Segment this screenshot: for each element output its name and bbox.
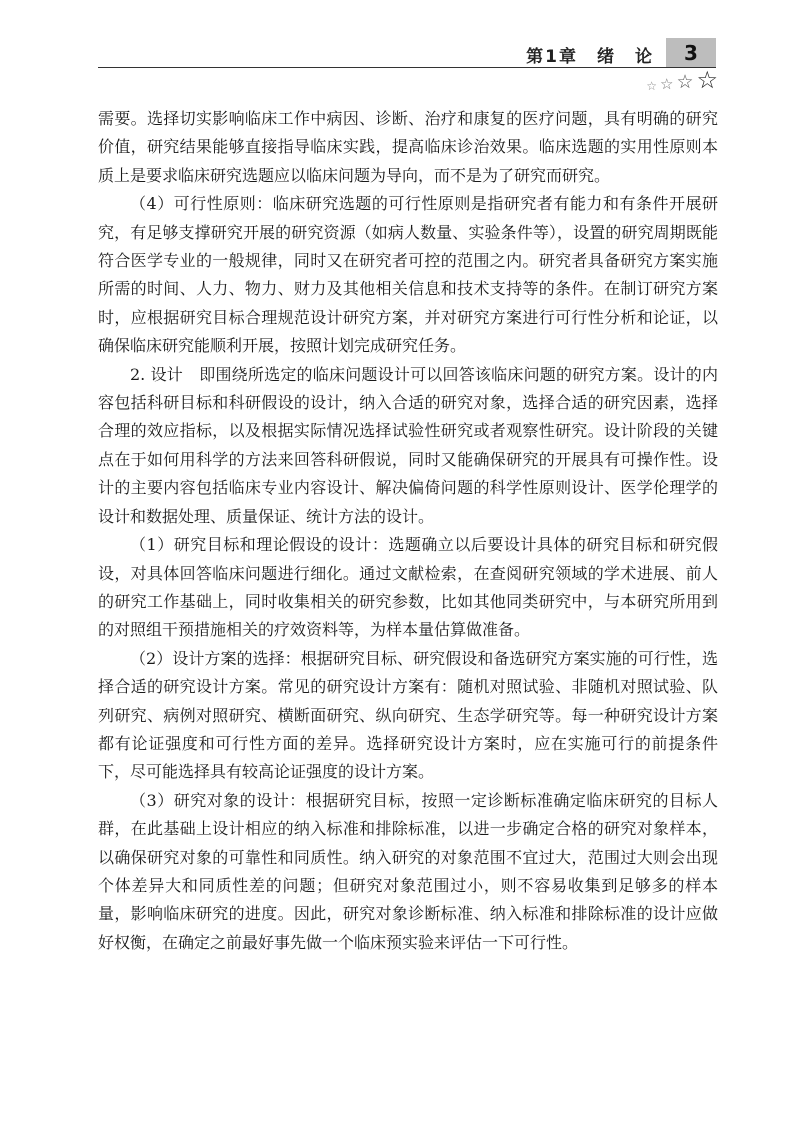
paragraph: （1）研究目标和理论假设的设计：选题确立以后要设计具体的研究目标和研究假设，对具体回答临床问题进行细化。通过文献检索，在查阅研究领域的学术进展、前人的研究工作基础上，同时收集相关的研究参数，比如其他同类研究中，与本研究所用到的对照组干预措施相关的疗效资料等，为样本量估算做准备。 [98,535,718,640]
four-stars-icon [646,66,718,92]
paragraph: （3）研究对象的设计：根据研究目标，按照一定诊断标准确定临床研究的目标人群，在此基础上设计相应的纳入标准和排除标准，以进一步确定合格的研究对象样本，以确保研究对象的可靠性和同质性。纳入研究的对象范围不宜过大，范围过大则会出现个体差异大和同质性差的问题；但研究对象范围过小，则不容易收集到足够多的样本量，影响临床研究的进度。因此，研究对象诊断标准、纳入标准和排除标准的设计应做好权衡，在确定之前最好事先做一个临床预实验来评估一下可行性。 [98,790,718,952]
header-rule [98,67,716,68]
star-icon: ☆ [659,75,674,93]
running-header [98,38,716,68]
paragraph: （4）可行性原则：临床研究选题的可行性原则是指研究者有能力和有条件开展研究，有足够支撑研究开展的研究资源（如病人数量、实验条件等），设置的研究周期既能符合医学专业的一般规律，同时又在研究者可控的范围之内。研究者具备研究方案实施所需的时间、人力、物力、财力及其他相关信息和技术支持等的条件。在制订研究方案时，应根据研究目标合理规范设计研究方案，并对研究方案进行可行性分析和论证，以确保临床研究能顺利开展，按照计划完成研究任务。 [98,194,718,356]
paragraph: （2）设计方案的选择：根据研究目标、研究假设和备选研究方案实施的可行性，选择合适的研究设计方案。常见的研究设计方案有：随机对照试验、非随机对照试验、队列研究、病例对照研究、横断面研究、纵向研究、生态学研究等。每一种研究设计方案都有论证强度和可行性方面的差异。选择研究设计方案时，应在实施可行的前提条件下，尽可能选择具有较高论证强度的设计方案。 [98,648,718,782]
paragraph: 2. 设计 即围绕所选定的临床问题设计可以回答该临床问题的研究方案。设计的内容包括科研目标和科研假设的设计，纳入合适的研究对象，选择合适的研究因素，选择合理的效应指标，以及根据实际情况选择试验性研究或者观察性研究。设计阶段的关键点在于如何用科学的方法来回答科研假说，同时又能确保研究的开展具有可操作性。设计的主要内容包括临床专业内容设计、解决偏倚问题的科学性原则设计、医学伦理学的设计和数据处理、质量保证、统计方法的设计。 [98,364,718,526]
paragraph: 需要。选择切实影响临床工作中病因、诊断、治疗和康复的医疗问题，具有明确的研究价值，研究结果能够直接指导临床实践，提高临床诊治效果。临床选题的实用性原则本质上是要求临床研究选题应以临床问题为导向，而不是为了研究而研究。 [98,109,718,185]
star-icon: ☆ [696,66,718,94]
chapter-title: 第1章 绪 论 [526,47,654,67]
body-text [98,105,718,957]
page-number: 3 [666,38,716,68]
star-icon: ☆ [676,71,694,93]
star-icon: ☆ [646,79,657,93]
